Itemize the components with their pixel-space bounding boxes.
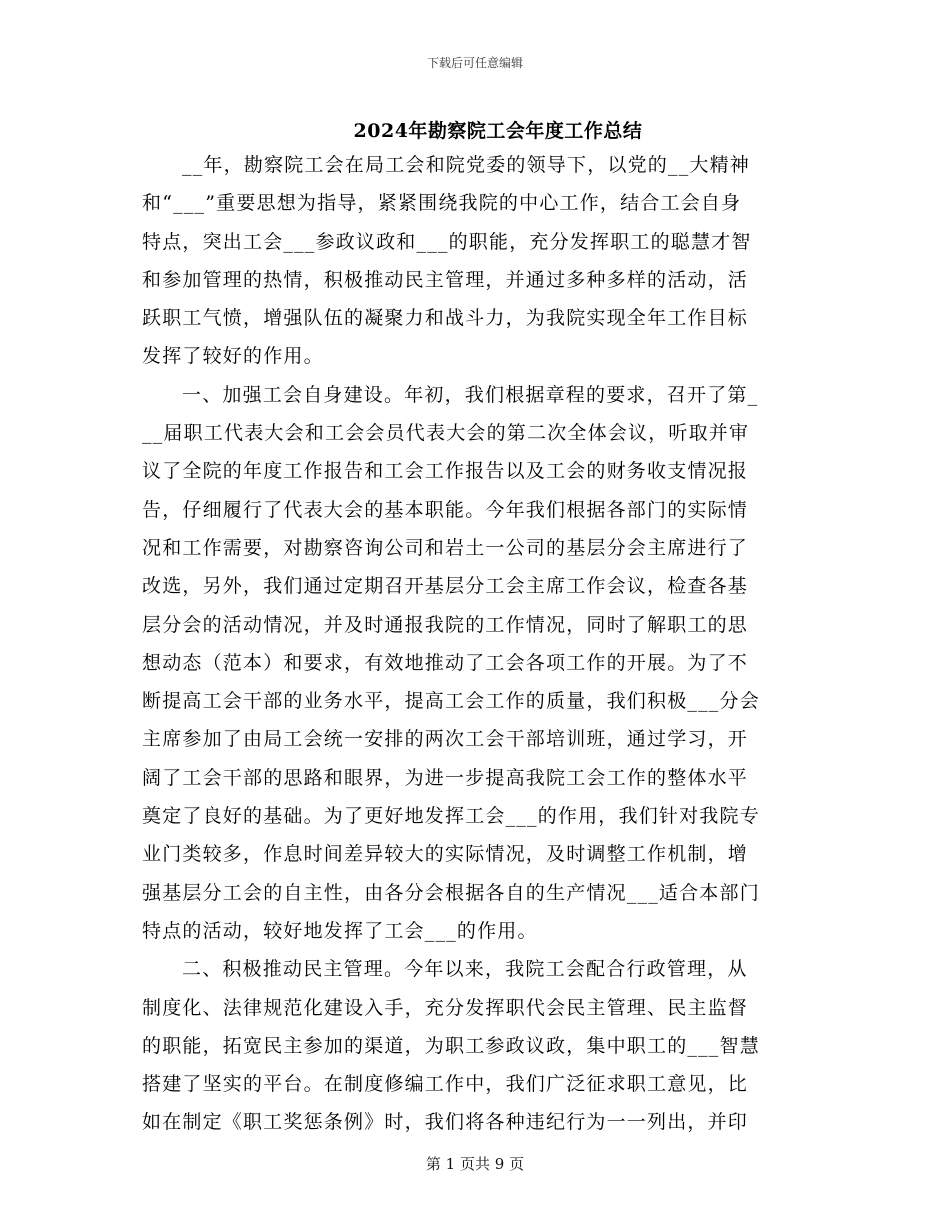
body-line: 搭建了坚实的平台。在制度修编工作中，我们广泛征求职工意见，比 — [142, 1073, 749, 1096]
body-line: 制度化、法律规范化建设入手，充分发挥职代会民主管理、民主监督 — [142, 996, 749, 1019]
body-line: 特点，突出工会___参政议政和___的职能，充分发挥职工的聪慧才智 — [142, 230, 752, 253]
body-line: 告，仔细履行了代表大会的基本职能。今年我们根据各部门的实际情 — [142, 498, 749, 521]
header-note: 下载后可任意编辑 — [426, 56, 523, 70]
body-line: 和参加管理的热情，积极推动民主管理，并通过多种多样的活动，活 — [142, 268, 749, 291]
body-line: 断提高工会干部的业务水平，提高工会工作的质量，我们积极___分会 — [142, 690, 760, 713]
body-line: 的职能，拓宽民主参加的渠道，为职工参政议政，集中职工的___智慧 — [142, 1034, 760, 1057]
body-line: 一、加强工会自身建设。年初，我们根据章程的要求，召开了第_ — [182, 383, 759, 406]
body-line: 跃职工气愤，增强队伍的凝聚力和战斗力，为我院实现全年工作目标 — [142, 307, 749, 330]
document-title: 2024年勘察院工会年度工作总结 — [353, 120, 643, 142]
body-line: 议了全院的年度工作报告和工会工作报告以及工会的财务收支情况报 — [142, 460, 749, 483]
body-line: 改选，另外，我们通过定期召开基层分工会主席工作会议，检查各基 — [142, 575, 749, 598]
body-line: 阔了工会干部的思路和眼界，为进一步提高我院工会工作的整体水平 — [142, 766, 749, 789]
body-line: 强基层分工会的自主性，由各分会根据各自的生产情况___适合本部门 — [142, 881, 760, 904]
body-line: 和“___”重要思想为指导，紧紧围绕我院的中心工作，结合工会自身 — [142, 192, 742, 215]
body-line: 想动态（范本）和要求，有效地推动了工会各项工作的开展。为了不 — [142, 651, 749, 674]
body-line: 业门类较多，作息时间差异较大的实际情况，及时调整工作机制，增 — [142, 843, 749, 866]
body-line: 二、积极推动民主管理。今年以来，我院工会配合行政管理，从 — [182, 958, 748, 981]
body-line: __届职工代表大会和工会会员代表大会的第二次全体会议，听取并审 — [142, 422, 750, 445]
body-line: 况和工作需要，对勘察咨询公司和岩土一公司的基层分会主席进行了 — [142, 536, 749, 559]
page-indicator: 第 1 页共 9 页 — [425, 1155, 525, 1173]
body-line: 如在制定《职工奖惩条例》时，我们将各种违纪行为一一列出，并印 — [142, 1111, 749, 1134]
body-line: __年，勘察院工会在局工会和院党委的领导下，以党的__大精神 — [182, 154, 751, 176]
document-body — [142, 146, 808, 1142]
body-line: 特点的活动，较好地发挥了工会___的作用。 — [142, 919, 538, 942]
body-line: 奠定了良好的基础。为了更好地发挥工会___的作用，我们针对我院专 — [142, 805, 760, 828]
body-line: 主席参加了由局工会统一安排的两次工会干部培训班，通过学习，开 — [142, 728, 749, 751]
body-line: 层分会的活动情况，并及时通报我院的工作情况，同时了解职工的思 — [142, 613, 749, 636]
body-line: 发挥了较好的作用。 — [142, 345, 324, 368]
